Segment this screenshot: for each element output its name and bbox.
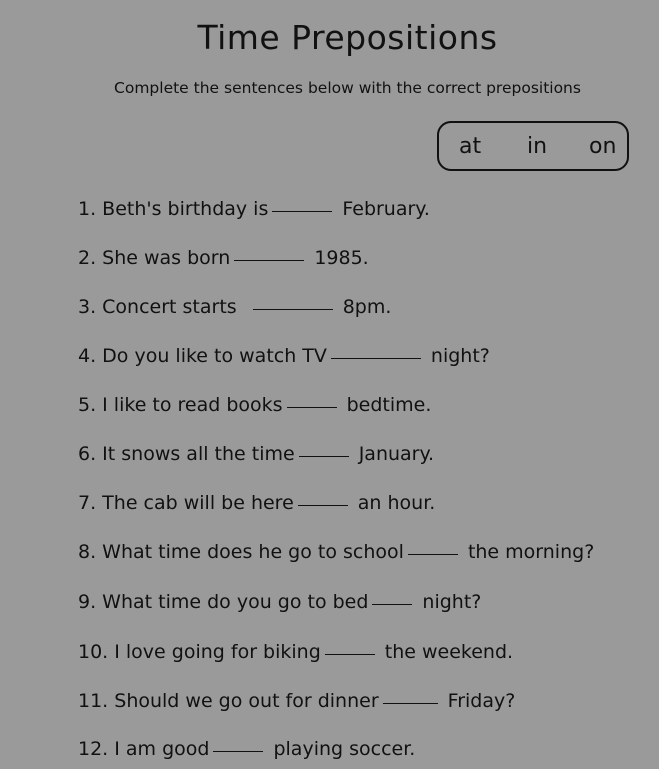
- word-bank-item: in: [527, 134, 548, 159]
- question-text-after: the weekend.: [384, 641, 514, 663]
- question-text-after: night?: [422, 591, 482, 613]
- word-bank: [437, 121, 629, 171]
- question-text-after: an hour.: [357, 492, 436, 514]
- answer-blank: [383, 702, 438, 704]
- question-12: [78, 738, 415, 760]
- answer-blank: [331, 357, 421, 359]
- question-text-before: 7. The cab will be here: [78, 492, 294, 514]
- question-text-before: 4. Do you like to watch TV: [78, 345, 327, 367]
- question-text-after: the morning?: [467, 541, 595, 563]
- answer-blank: [372, 603, 412, 605]
- question-text-after: night?: [430, 345, 490, 367]
- question-text-before: 8. What time does he go to school: [78, 541, 404, 563]
- answer-blank: [408, 553, 458, 555]
- question-text-after: Friday?: [447, 690, 516, 712]
- question-3: [78, 296, 391, 318]
- question-10: [78, 641, 513, 663]
- answer-blank: [299, 455, 349, 457]
- instructions-text: Complete the sentences below with the correct prepositions: [114, 79, 581, 97]
- question-8: [78, 541, 594, 563]
- answer-blank: [213, 750, 263, 752]
- question-11: [78, 690, 515, 712]
- question-text-before: 6. It snows all the time: [78, 443, 295, 465]
- question-text-before: 12. I am good: [78, 738, 210, 760]
- question-text-before: 10. I love going for biking: [78, 641, 321, 663]
- question-text-before: 2. She was born: [78, 247, 231, 269]
- question-text-after: January.: [358, 443, 435, 465]
- question-text-before: 11. Should we go out for dinner: [78, 690, 379, 712]
- answer-blank: [298, 504, 348, 506]
- answer-blank: [253, 308, 333, 310]
- answer-blank: [272, 210, 332, 212]
- word-bank-item: on: [589, 134, 617, 159]
- question-text-after: playing soccer.: [273, 738, 416, 760]
- answer-blank: [287, 406, 337, 408]
- worksheet-title: Time Prepositions: [197, 18, 498, 57]
- question-2: [78, 247, 369, 269]
- answer-blank: [234, 259, 304, 261]
- question-4: [78, 345, 490, 367]
- question-text-after: bedtime.: [346, 394, 432, 416]
- question-7: [78, 492, 435, 514]
- question-5: [78, 394, 431, 416]
- question-1: [78, 198, 430, 220]
- question-text-before: 1. Beth's birthday is: [78, 198, 269, 220]
- answer-blank: [325, 653, 375, 655]
- question-text-before: 9. What time do you go to bed: [78, 591, 369, 613]
- question-text-before: 5. I like to read books: [78, 394, 283, 416]
- question-text-after: 1985.: [314, 247, 369, 269]
- question-6: [78, 443, 434, 465]
- word-bank-item: at: [459, 134, 482, 159]
- question-text-after: 8pm.: [342, 296, 392, 318]
- question-9: [78, 591, 481, 613]
- question-text-before: 3. Concert starts: [78, 296, 237, 318]
- question-text-after: February.: [342, 198, 430, 220]
